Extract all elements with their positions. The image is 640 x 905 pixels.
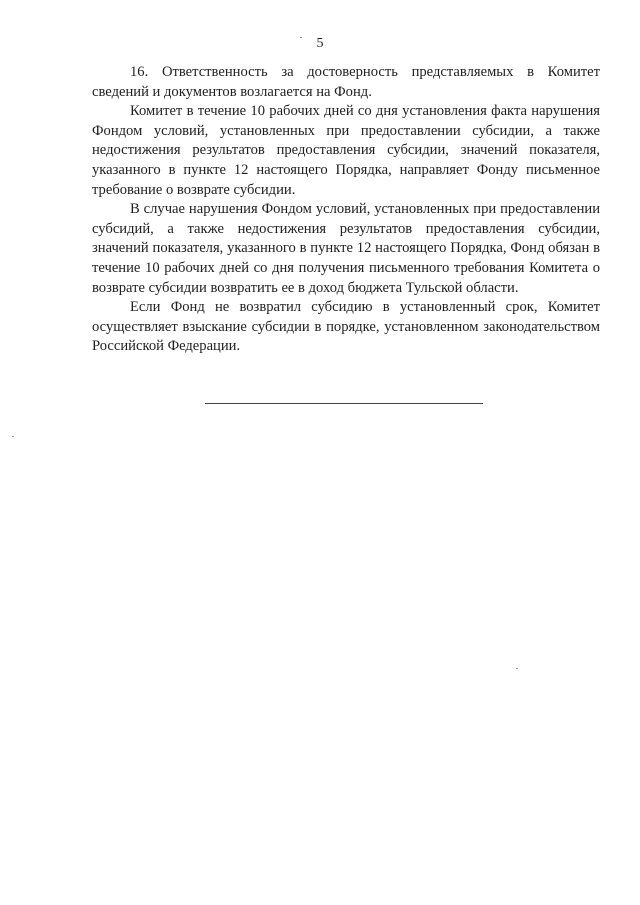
scan-speck: [516, 668, 518, 669]
page-number: 5: [316, 36, 324, 51]
scan-speck: [12, 436, 14, 437]
paragraph-fund-obligation: В случае нарушения Фондом условий, установленных при предоставлении субсидий, а также недостижения результатов предоставления субсидии, значений показателя, указанного в пункте 12 настоящего Порядка, Фонд обязан в течение 10 рабочих дней со дня получения письменного требования Комитета о возврате субсидии возвратить ее в доход бюджета Тульской области.: [92, 201, 600, 296]
paragraph-committee-demand: Комитет в течение 10 рабочих дней со дня установления факта нарушения Фондом условий, установленных при предоставлении субсидии, а также недостижения результатов предоставления субсидии, значений показателя, указанного в пункте 12 настоящего Порядка, направляет Фонду письменное требование о возврате субсидии.: [92, 103, 600, 198]
paragraph-responsibility: 16. Ответственность за достоверность представляемых в Комитет сведений и документов возлагается на Фонд.: [92, 64, 600, 100]
closing-divider-line: [205, 403, 483, 404]
scan-speck: [300, 37, 302, 38]
paragraph-recovery: Если Фонд не возвратил субсидию в установленный срок, Комитет осуществляет взыскание субсидии в порядке, установленном законодательством Российской Федерации.: [92, 299, 600, 355]
document-body: [92, 63, 600, 357]
